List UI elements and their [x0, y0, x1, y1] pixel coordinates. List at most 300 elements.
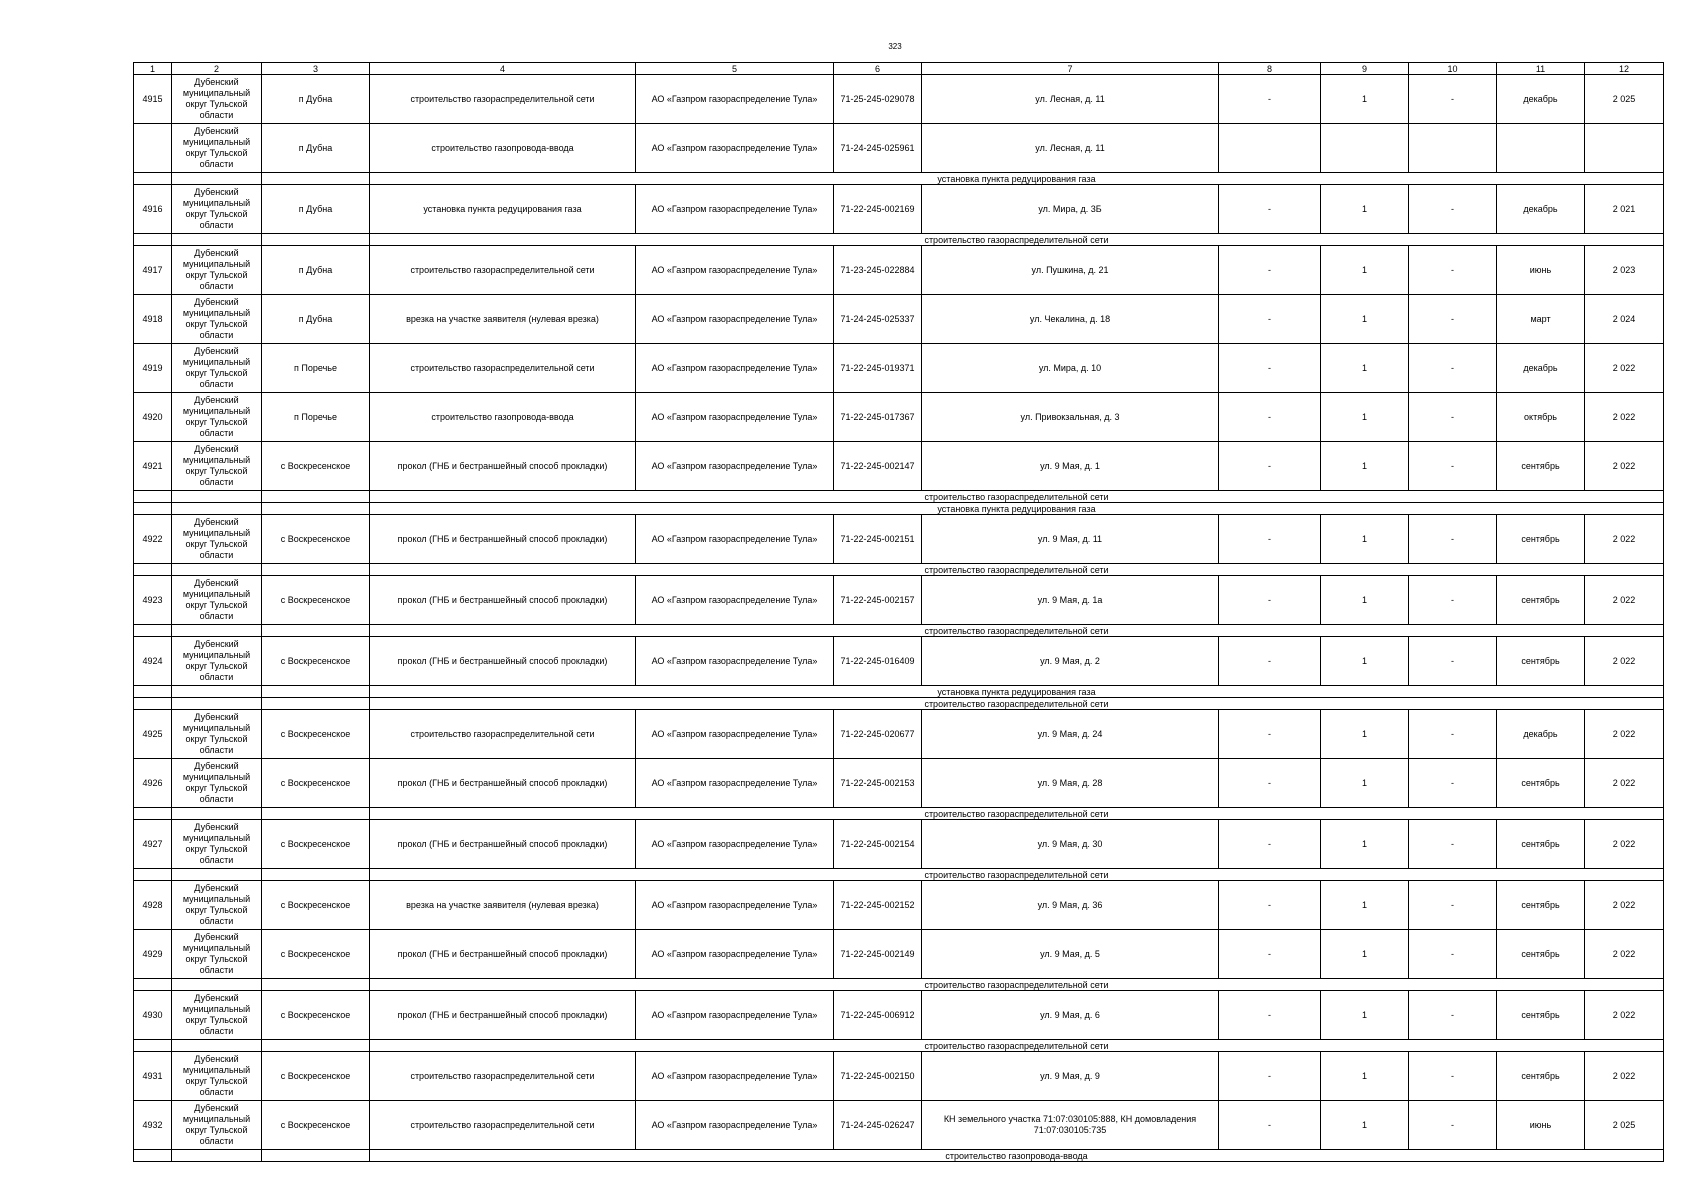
work-type: строительство газораспределительной сети — [370, 710, 636, 759]
address: ул. 9 Мая, д. 28 — [922, 759, 1219, 808]
settlement: п Дубна — [262, 124, 370, 173]
work-type: прокол (ГНБ и бестраншейный способ прокладки) — [370, 930, 636, 979]
subheading-text: строительство газораспределительной сети — [370, 698, 1664, 710]
work-type: прокол (ГНБ и бестраншейный способ прокладки) — [370, 820, 636, 869]
subheading-row — [134, 564, 1664, 576]
municipality: Дубенский муниципальный округ Тульской области — [172, 881, 262, 930]
sub-empty — [262, 564, 370, 576]
sub-empty — [262, 491, 370, 503]
table-row — [134, 991, 1664, 1040]
year: 2 022 — [1585, 442, 1664, 491]
col-header: 3 — [262, 63, 370, 75]
row-number: 4925 — [134, 710, 172, 759]
header-row — [134, 63, 1664, 75]
col-9 — [1321, 124, 1409, 173]
settlement: п Дубна — [262, 185, 370, 234]
col-8: - — [1219, 515, 1321, 564]
row-number: 4926 — [134, 759, 172, 808]
sub-empty — [134, 173, 172, 185]
work-type: строительство газораспределительной сети — [370, 1101, 636, 1150]
row-number: 4922 — [134, 515, 172, 564]
application-code: 71-22-245-006912 — [834, 991, 922, 1040]
application-code: 71-22-245-002150 — [834, 1052, 922, 1101]
col-8: - — [1219, 637, 1321, 686]
organization: АО «Газпром газораспределение Тула» — [636, 393, 834, 442]
subheading-row — [134, 173, 1664, 185]
sub-empty — [134, 625, 172, 637]
col-header: 7 — [922, 63, 1219, 75]
col-8: - — [1219, 295, 1321, 344]
subheading-row — [134, 503, 1664, 515]
sub-empty — [134, 1040, 172, 1052]
month: сентябрь — [1497, 991, 1585, 1040]
col-9: 1 — [1321, 344, 1409, 393]
organization: АО «Газпром газораспределение Тула» — [636, 75, 834, 124]
sub-empty — [134, 1150, 172, 1162]
organization: АО «Газпром газораспределение Тула» — [636, 576, 834, 625]
settlement: п Дубна — [262, 246, 370, 295]
col-header: 4 — [370, 63, 636, 75]
municipality: Дубенский муниципальный округ Тульской области — [172, 759, 262, 808]
work-type: строительство газораспределительной сети — [370, 344, 636, 393]
sub-empty — [134, 564, 172, 576]
col-10: - — [1409, 820, 1497, 869]
col-9: 1 — [1321, 1052, 1409, 1101]
month: декабрь — [1497, 75, 1585, 124]
col-9: 1 — [1321, 991, 1409, 1040]
sub-empty — [262, 1150, 370, 1162]
application-code: 71-24-245-026247 — [834, 1101, 922, 1150]
col-9: 1 — [1321, 576, 1409, 625]
table-row — [134, 442, 1664, 491]
address: ул. 9 Мая, д. 1 — [922, 442, 1219, 491]
address: ул. 9 Мая, д. 1а — [922, 576, 1219, 625]
year: 2 022 — [1585, 759, 1664, 808]
sub-empty — [172, 979, 262, 991]
col-header: 12 — [1585, 63, 1664, 75]
row-number — [134, 124, 172, 173]
table-row — [134, 515, 1664, 564]
address: ул. Чекалина, д. 18 — [922, 295, 1219, 344]
work-type: врезка на участке заявителя (нулевая врезка) — [370, 295, 636, 344]
sub-empty — [134, 503, 172, 515]
organization: АО «Газпром газораспределение Тула» — [636, 246, 834, 295]
col-header: 8 — [1219, 63, 1321, 75]
col-10: - — [1409, 246, 1497, 295]
col-9: 1 — [1321, 393, 1409, 442]
year: 2 022 — [1585, 344, 1664, 393]
col-8: - — [1219, 991, 1321, 1040]
subheading-row — [134, 1040, 1664, 1052]
municipality: Дубенский муниципальный округ Тульской области — [172, 124, 262, 173]
month: сентябрь — [1497, 881, 1585, 930]
month: сентябрь — [1497, 637, 1585, 686]
col-10: - — [1409, 515, 1497, 564]
year: 2 022 — [1585, 637, 1664, 686]
row-number: 4924 — [134, 637, 172, 686]
application-code: 71-22-245-002152 — [834, 881, 922, 930]
sub-empty — [262, 1040, 370, 1052]
subheading-row — [134, 1150, 1664, 1162]
registry-table — [133, 62, 1664, 1162]
municipality: Дубенский муниципальный округ Тульской области — [172, 515, 262, 564]
table-row — [134, 710, 1664, 759]
table-row — [134, 637, 1664, 686]
month: декабрь — [1497, 185, 1585, 234]
table-row — [134, 246, 1664, 295]
col-9: 1 — [1321, 759, 1409, 808]
col-10: - — [1409, 759, 1497, 808]
year — [1585, 124, 1664, 173]
address: ул. 9 Мая, д. 11 — [922, 515, 1219, 564]
col-10: - — [1409, 344, 1497, 393]
month: июнь — [1497, 246, 1585, 295]
col-9: 1 — [1321, 637, 1409, 686]
col-8: - — [1219, 442, 1321, 491]
municipality: Дубенский муниципальный округ Тульской области — [172, 1101, 262, 1150]
year: 2 022 — [1585, 576, 1664, 625]
work-type: строительство газораспределительной сети — [370, 75, 636, 124]
sub-empty — [262, 979, 370, 991]
work-type: строительство газораспределительной сети — [370, 1052, 636, 1101]
col-header: 9 — [1321, 63, 1409, 75]
month: декабрь — [1497, 344, 1585, 393]
month: март — [1497, 295, 1585, 344]
application-code: 71-22-245-002151 — [834, 515, 922, 564]
col-8: - — [1219, 1101, 1321, 1150]
row-number: 4928 — [134, 881, 172, 930]
settlement: с Воскресенское — [262, 991, 370, 1040]
municipality: Дубенский муниципальный округ Тульской области — [172, 991, 262, 1040]
settlement: с Воскресенское — [262, 710, 370, 759]
application-code: 71-23-245-022884 — [834, 246, 922, 295]
sub-empty — [172, 869, 262, 881]
row-number: 4932 — [134, 1101, 172, 1150]
municipality: Дубенский муниципальный округ Тульской области — [172, 393, 262, 442]
work-type: прокол (ГНБ и бестраншейный способ прокладки) — [370, 515, 636, 564]
year: 2 022 — [1585, 991, 1664, 1040]
table-row — [134, 295, 1664, 344]
col-8: - — [1219, 344, 1321, 393]
organization: АО «Газпром газораспределение Тула» — [636, 442, 834, 491]
work-type: строительство газораспределительной сети — [370, 246, 636, 295]
settlement: п Поречье — [262, 344, 370, 393]
col-8: - — [1219, 1052, 1321, 1101]
col-10: - — [1409, 75, 1497, 124]
work-type: прокол (ГНБ и бестраншейный способ прокладки) — [370, 759, 636, 808]
col-9: 1 — [1321, 710, 1409, 759]
sub-empty — [134, 698, 172, 710]
col-8: - — [1219, 820, 1321, 869]
row-number: 4927 — [134, 820, 172, 869]
subheading-row — [134, 491, 1664, 503]
row-number: 4921 — [134, 442, 172, 491]
organization: АО «Газпром газораспределение Тула» — [636, 1101, 834, 1150]
subheading-text: строительство газораспределительной сети — [370, 625, 1664, 637]
work-type: врезка на участке заявителя (нулевая врезка) — [370, 881, 636, 930]
settlement: п Дубна — [262, 75, 370, 124]
application-code: 71-22-245-019371 — [834, 344, 922, 393]
application-code: 71-24-245-025337 — [834, 295, 922, 344]
col-8: - — [1219, 75, 1321, 124]
col-header: 6 — [834, 63, 922, 75]
sub-empty — [262, 686, 370, 698]
municipality: Дубенский муниципальный округ Тульской области — [172, 185, 262, 234]
application-code: 71-22-245-002153 — [834, 759, 922, 808]
col-9: 1 — [1321, 515, 1409, 564]
col-8: - — [1219, 930, 1321, 979]
col-10: - — [1409, 576, 1497, 625]
address: ул. Лесная, д. 11 — [922, 75, 1219, 124]
col-8: - — [1219, 710, 1321, 759]
sub-empty — [134, 234, 172, 246]
organization: АО «Газпром газораспределение Тула» — [636, 515, 834, 564]
col-10: - — [1409, 637, 1497, 686]
month: сентябрь — [1497, 576, 1585, 625]
row-number: 4919 — [134, 344, 172, 393]
work-type: строительство газопровода-ввода — [370, 124, 636, 173]
sub-empty — [172, 1150, 262, 1162]
year: 2 022 — [1585, 820, 1664, 869]
table-row — [134, 75, 1664, 124]
col-10: - — [1409, 1052, 1497, 1101]
settlement: с Воскресенское — [262, 820, 370, 869]
col-8 — [1219, 124, 1321, 173]
municipality: Дубенский муниципальный округ Тульской области — [172, 576, 262, 625]
row-number: 4920 — [134, 393, 172, 442]
row-number: 4916 — [134, 185, 172, 234]
col-9: 1 — [1321, 820, 1409, 869]
subheading-text: строительство газораспределительной сети — [370, 979, 1664, 991]
organization: АО «Газпром газораспределение Тула» — [636, 930, 834, 979]
settlement: п Поречье — [262, 393, 370, 442]
table-row — [134, 881, 1664, 930]
settlement: с Воскресенское — [262, 1101, 370, 1150]
row-number: 4918 — [134, 295, 172, 344]
subheading-text: строительство газораспределительной сети — [370, 564, 1664, 576]
subheading-text: строительство газораспределительной сети — [370, 491, 1664, 503]
year: 2 022 — [1585, 710, 1664, 759]
settlement: с Воскресенское — [262, 442, 370, 491]
month: сентябрь — [1497, 515, 1585, 564]
application-code: 71-22-245-020677 — [834, 710, 922, 759]
sub-empty — [262, 234, 370, 246]
subheading-text: установка пункта редуцирования газа — [370, 173, 1664, 185]
municipality: Дубенский муниципальный округ Тульской области — [172, 710, 262, 759]
sub-empty — [172, 234, 262, 246]
address: ул. Мира, д. 3Б — [922, 185, 1219, 234]
application-code: 71-22-245-002169 — [834, 185, 922, 234]
month: сентябрь — [1497, 1052, 1585, 1101]
settlement: с Воскресенское — [262, 1052, 370, 1101]
organization: АО «Газпром газораспределение Тула» — [636, 124, 834, 173]
col-9: 1 — [1321, 75, 1409, 124]
col-9: 1 — [1321, 1101, 1409, 1150]
municipality: Дубенский муниципальный округ Тульской области — [172, 1052, 262, 1101]
subheading-text: установка пункта редуцирования газа — [370, 686, 1664, 698]
sub-empty — [172, 686, 262, 698]
col-9: 1 — [1321, 185, 1409, 234]
subheading-text: строительство газораспределительной сети — [370, 234, 1664, 246]
work-type: прокол (ГНБ и бестраншейный способ прокладки) — [370, 991, 636, 1040]
subheading-text: строительство газораспределительной сети — [370, 869, 1664, 881]
sub-empty — [262, 869, 370, 881]
table-row — [134, 1052, 1664, 1101]
organization: АО «Газпром газораспределение Тула» — [636, 1052, 834, 1101]
month: сентябрь — [1497, 442, 1585, 491]
sub-empty — [172, 564, 262, 576]
col-9: 1 — [1321, 442, 1409, 491]
address: ул. Привокзальная, д. 3 — [922, 393, 1219, 442]
sub-empty — [172, 173, 262, 185]
work-type: прокол (ГНБ и бестраншейный способ прокладки) — [370, 637, 636, 686]
page-number: 323 — [888, 42, 902, 51]
address: ул. 9 Мая, д. 36 — [922, 881, 1219, 930]
table-row — [134, 1101, 1664, 1150]
table-row — [134, 576, 1664, 625]
sub-empty — [172, 625, 262, 637]
table-row — [134, 185, 1664, 234]
col-9: 1 — [1321, 881, 1409, 930]
col-header: 10 — [1409, 63, 1497, 75]
table-row — [134, 344, 1664, 393]
subheading-text: строительство газораспределительной сети — [370, 1040, 1664, 1052]
organization: АО «Газпром газораспределение Тула» — [636, 637, 834, 686]
year: 2 023 — [1585, 246, 1664, 295]
settlement: с Воскресенское — [262, 637, 370, 686]
table-row — [134, 759, 1664, 808]
municipality: Дубенский муниципальный округ Тульской области — [172, 246, 262, 295]
table-row — [134, 124, 1664, 173]
col-10: - — [1409, 393, 1497, 442]
month: сентябрь — [1497, 820, 1585, 869]
subheading-row — [134, 808, 1664, 820]
subheading-text: строительство газораспределительной сети — [370, 808, 1664, 820]
organization: АО «Газпром газораспределение Тула» — [636, 991, 834, 1040]
subheading-row — [134, 625, 1664, 637]
year: 2 025 — [1585, 1101, 1664, 1150]
sub-empty — [134, 979, 172, 991]
sub-empty — [134, 686, 172, 698]
settlement: с Воскресенское — [262, 515, 370, 564]
work-type: прокол (ГНБ и бестраншейный способ прокладки) — [370, 442, 636, 491]
organization: АО «Газпром газораспределение Тула» — [636, 344, 834, 393]
subheading-row — [134, 979, 1664, 991]
subheading-text: установка пункта редуцирования газа — [370, 503, 1664, 515]
sub-empty — [172, 491, 262, 503]
subheading-row — [134, 686, 1664, 698]
col-9: 1 — [1321, 246, 1409, 295]
col-10 — [1409, 124, 1497, 173]
col-header: 2 — [172, 63, 262, 75]
address: ул. 9 Мая, д. 5 — [922, 930, 1219, 979]
row-number: 4917 — [134, 246, 172, 295]
row-number: 4931 — [134, 1052, 172, 1101]
col-8: - — [1219, 246, 1321, 295]
col-8: - — [1219, 576, 1321, 625]
application-code: 71-24-245-025961 — [834, 124, 922, 173]
sub-empty — [262, 698, 370, 710]
municipality: Дубенский муниципальный округ Тульской области — [172, 75, 262, 124]
organization: АО «Газпром газораспределение Тула» — [636, 881, 834, 930]
table-row — [134, 393, 1664, 442]
subheading-row — [134, 698, 1664, 710]
settlement: п Дубна — [262, 295, 370, 344]
year: 2 022 — [1585, 881, 1664, 930]
address: ул. 9 Мая, д. 9 — [922, 1052, 1219, 1101]
col-10: - — [1409, 442, 1497, 491]
organization: АО «Газпром газораспределение Тула» — [636, 759, 834, 808]
year: 2 022 — [1585, 515, 1664, 564]
address: ул. 9 Мая, д. 30 — [922, 820, 1219, 869]
municipality: Дубенский муниципальный округ Тульской области — [172, 442, 262, 491]
table-body — [134, 63, 1664, 1162]
organization: АО «Газпром газораспределение Тула» — [636, 295, 834, 344]
col-8: - — [1219, 393, 1321, 442]
row-number: 4915 — [134, 75, 172, 124]
year: 2 021 — [1585, 185, 1664, 234]
month: июнь — [1497, 1101, 1585, 1150]
col-10: - — [1409, 710, 1497, 759]
address: ул. Мира, д. 10 — [922, 344, 1219, 393]
table-row — [134, 930, 1664, 979]
col-10: - — [1409, 991, 1497, 1040]
month: октябрь — [1497, 393, 1585, 442]
settlement: с Воскресенское — [262, 930, 370, 979]
sub-empty — [262, 503, 370, 515]
col-10: - — [1409, 185, 1497, 234]
month: декабрь — [1497, 710, 1585, 759]
sub-empty — [262, 173, 370, 185]
row-number: 4923 — [134, 576, 172, 625]
col-header: 11 — [1497, 63, 1585, 75]
application-code: 71-22-245-017367 — [834, 393, 922, 442]
application-code: 71-22-245-016409 — [834, 637, 922, 686]
sub-empty — [172, 698, 262, 710]
municipality: Дубенский муниципальный округ Тульской области — [172, 820, 262, 869]
municipality: Дубенский муниципальный округ Тульской области — [172, 637, 262, 686]
col-10: - — [1409, 930, 1497, 979]
organization: АО «Газпром газораспределение Тула» — [636, 710, 834, 759]
col-10: - — [1409, 295, 1497, 344]
month: сентябрь — [1497, 930, 1585, 979]
sub-empty — [134, 869, 172, 881]
application-code: 71-22-245-002154 — [834, 820, 922, 869]
municipality: Дубенский муниципальный округ Тульской области — [172, 295, 262, 344]
col-8: - — [1219, 185, 1321, 234]
address: ул. 9 Мая, д. 24 — [922, 710, 1219, 759]
table-row — [134, 820, 1664, 869]
address: ул. 9 Мая, д. 2 — [922, 637, 1219, 686]
col-8: - — [1219, 759, 1321, 808]
sub-empty — [172, 503, 262, 515]
subheading-text: строительство газопровода-ввода — [370, 1150, 1664, 1162]
sub-empty — [172, 1040, 262, 1052]
municipality: Дубенский муниципальный округ Тульской области — [172, 344, 262, 393]
year: 2 022 — [1585, 393, 1664, 442]
col-8: - — [1219, 881, 1321, 930]
work-type: прокол (ГНБ и бестраншейный способ прокладки) — [370, 576, 636, 625]
sub-empty — [134, 808, 172, 820]
settlement: с Воскресенское — [262, 576, 370, 625]
year: 2 025 — [1585, 75, 1664, 124]
address: ул. 9 Мая, д. 6 — [922, 991, 1219, 1040]
col-header: 1 — [134, 63, 172, 75]
sub-empty — [172, 808, 262, 820]
col-10: - — [1409, 881, 1497, 930]
work-type: установка пункта редуцирования газа — [370, 185, 636, 234]
address: ул. Лесная, д. 11 — [922, 124, 1219, 173]
